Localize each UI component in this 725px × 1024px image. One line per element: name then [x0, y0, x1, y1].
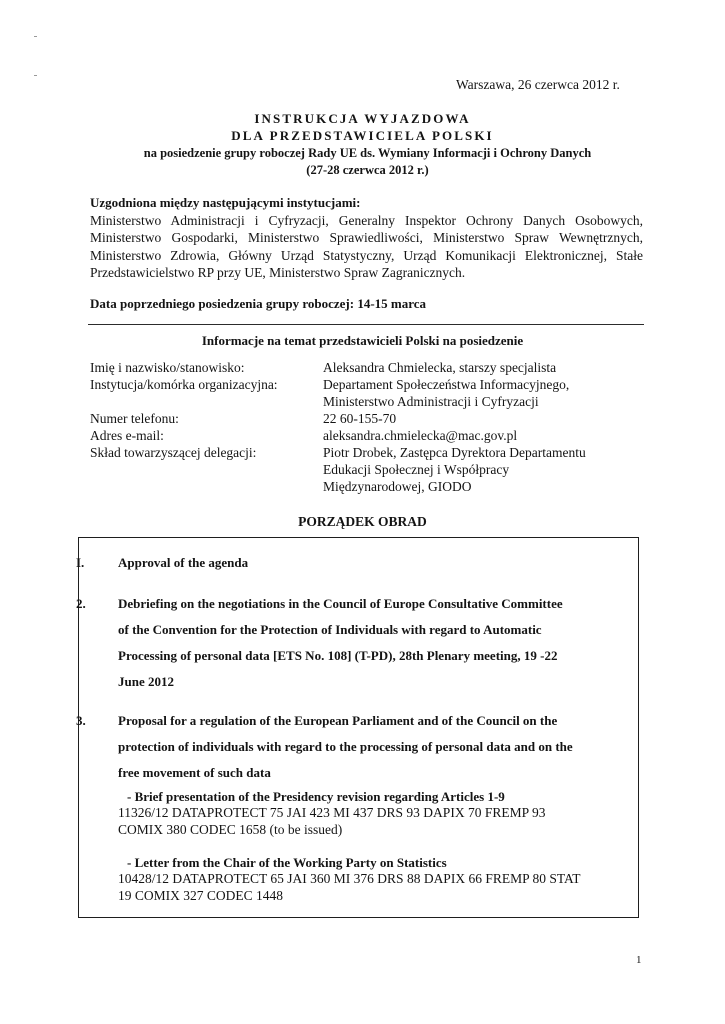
- name-label: Imię i nazwisko/stanowisko:: [90, 360, 245, 375]
- email-label: Adres e-mail:: [90, 428, 164, 443]
- agenda-item-text: Proposal for a regulation of the European Parliament and of the Council on the: [118, 713, 558, 728]
- representatives-heading: Informacje na temat przedstawicieli Polski na posiedzenie: [201, 333, 524, 348]
- agenda-item-number: 3.: [76, 713, 86, 728]
- phone-label: Numer telefonu:: [90, 411, 179, 426]
- previous-meeting-date: Data poprzedniego posiedzenia grupy roboczej: 14-15 marca: [90, 296, 427, 311]
- agreed-institutions-list: Ministerstwo Administracji i Cyfryzacji, Generalny Inspektor Ochrony Danych Osobowych, Ministerstwo Gospodarki, Ministerstwo Sprawiedliwości, Ministerstwo Spraw Wewnętrznych, Ministerstwo Zdrowia, Główny Urząd Statystyczny, Urząd Komunikacji Elektronicznej, Stałe Przedstawicielstwo RP przy UE, Ministerstwo Spraw Zagranicznych.: [90, 213, 643, 280]
- document-reference: 19 COMIX 327 CODEC 1448: [118, 888, 284, 903]
- agenda-subitem-title: - Brief presentation of the Presidency revision regarding Articles 1-9: [127, 789, 505, 804]
- institution-value: Ministerstwo Administracji i Cyfryzacji: [323, 394, 539, 409]
- document-title: INSTRUKCJA WYJAZDOWA: [254, 111, 471, 126]
- agenda-item-text: protection of individuals with regard to the processing of personal data and on the: [118, 739, 573, 754]
- meeting-dates: (27-28 czerwca 2012 r.): [306, 163, 429, 177]
- agenda-title: PORZĄDEK OBRAD: [298, 514, 427, 529]
- agenda-item-text: Processing of personal data [ETS No. 108] (T-PD), 28th Plenary meeting, 19 -22: [118, 648, 558, 663]
- page-number: 1: [636, 954, 642, 966]
- agenda-item-text: free movement of such data: [118, 765, 271, 780]
- institution-value: Departament Społeczeństwa Informacyjnego,: [323, 377, 570, 392]
- agenda-item-text: Debriefing on the negotiations in the Council of Europe Consultative Committee: [118, 596, 563, 611]
- document-reference: COMIX 380 CODEC 1658 (to be issued): [118, 822, 343, 837]
- agenda-item-text: of the Convention for the Protection of Individuals with regard to Automatic: [118, 622, 542, 637]
- document-reference: 10428/12 DATAPROTECT 65 JAI 360 MI 376 DRS 88 DAPIX 66 FREMP 80 STAT: [118, 871, 581, 886]
- section-divider: [88, 324, 644, 325]
- delegation-value: Edukacji Społecznej i Współpracy: [323, 462, 510, 477]
- agenda-item-number: I.: [76, 555, 85, 570]
- place-and-date: Warszawa, 26 czerwca 2012 r.: [456, 77, 620, 92]
- agenda-subitem-title: - Letter from the Chair of the Working Party on Statistics: [127, 855, 447, 870]
- scan-mark: [34, 36, 37, 37]
- delegation-value: Piotr Drobek, Zastępca Dyrektora Departamentu: [323, 445, 586, 460]
- document-reference: 11326/12 DATAPROTECT 75 JAI 423 MI 437 DRS 93 DAPIX 70 FREMP 93: [118, 805, 546, 820]
- agreed-institutions-heading: Uzgodniona między następującymi instytucjami:: [90, 195, 361, 210]
- meeting-description: na posiedzenie grupy roboczej Rady UE ds. Wymiany Informacji i Ochrony Danych: [143, 146, 592, 160]
- delegation-label: Skład towarzyszącej delegacji:: [90, 445, 257, 460]
- email-value: aleksandra.chmielecka@mac.gov.pl: [323, 428, 518, 443]
- phone-value: 22 60-155-70: [323, 411, 397, 426]
- agenda-item-text: Approval of the agenda: [118, 555, 249, 570]
- institution-label: Instytucja/komórka organizacyjna:: [90, 377, 278, 392]
- name-value: Aleksandra Chmielecka, starszy specjalista: [323, 360, 557, 375]
- document-subtitle: DLA PRZEDSTAWICIELA POLSKI: [231, 128, 494, 143]
- scan-mark: [34, 75, 37, 76]
- agenda-item-text: June 2012: [118, 674, 174, 689]
- agenda-item-number: 2.: [76, 596, 86, 611]
- delegation-value: Międzynarodowej, GIODO: [323, 479, 472, 494]
